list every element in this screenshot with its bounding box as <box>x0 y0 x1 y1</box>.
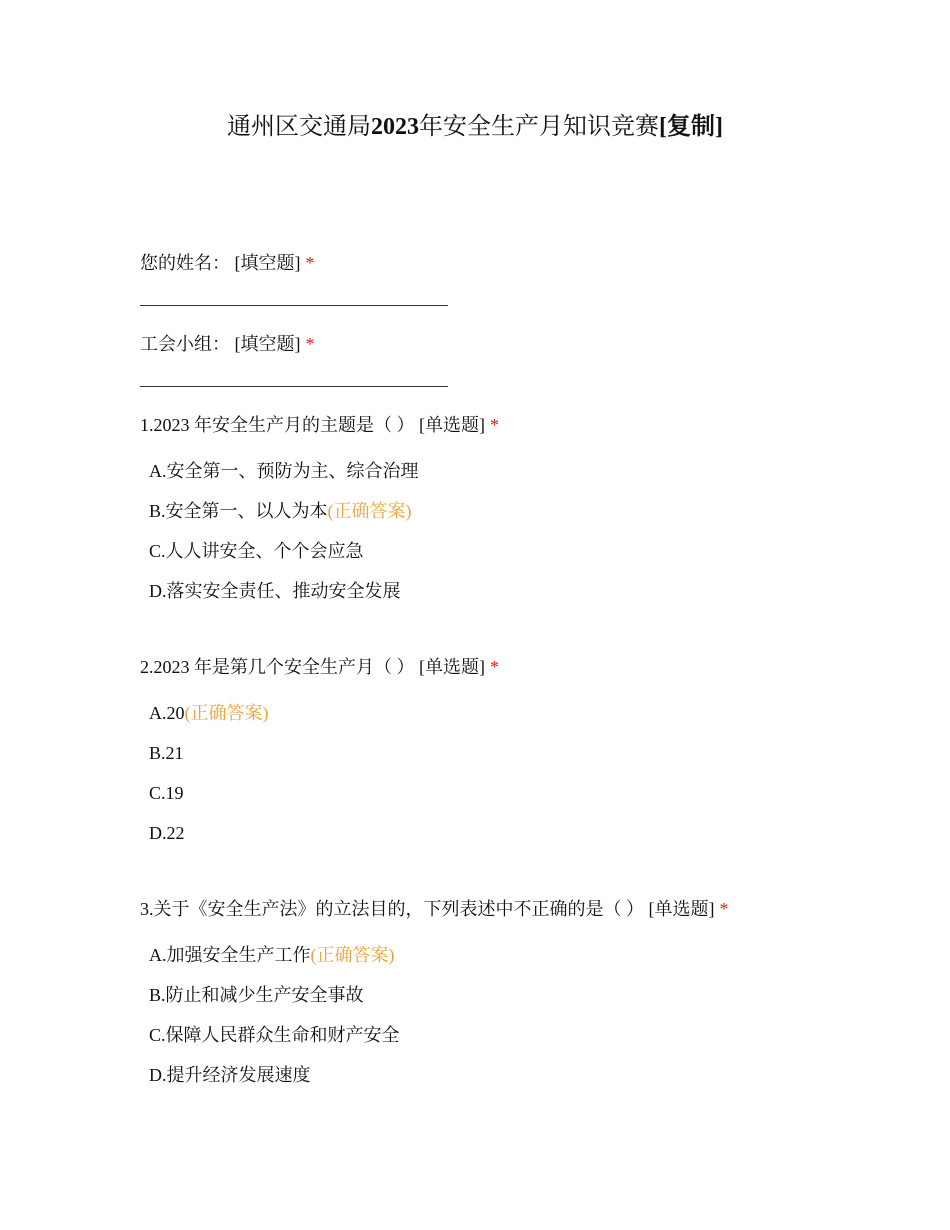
name-input-line[interactable] <box>140 305 448 306</box>
name-field-label <box>140 250 315 276</box>
question-type-tag: [填空题] <box>234 253 301 273</box>
option-text: B.21 <box>149 743 184 763</box>
question-type-tag: [单选题] <box>419 415 485 435</box>
option-text: D.22 <box>149 823 185 843</box>
field-label-text: 您的姓名： <box>140 253 230 273</box>
question-1-option-b[interactable] <box>149 498 412 524</box>
question-1-option-d[interactable] <box>149 578 401 604</box>
question-2-title <box>140 654 499 680</box>
question-text: 1.2023 年安全生产月的主题是（ ） <box>140 415 415 435</box>
option-text: B.安全第一、以人为本 <box>149 501 328 521</box>
union-group-input-line[interactable] <box>140 386 448 387</box>
question-2-option-d[interactable] <box>149 820 185 846</box>
question-text: 2.2023 年是第几个安全生产月（ ） <box>140 657 415 677</box>
required-asterisk: * <box>490 657 499 677</box>
question-2-option-a[interactable] <box>149 700 269 726</box>
option-text: A.20 <box>149 703 185 723</box>
question-3-option-d[interactable] <box>149 1062 311 1088</box>
question-2-option-c[interactable] <box>149 780 184 806</box>
required-asterisk: * <box>490 415 499 435</box>
option-text: B.防止和减少生产安全事故 <box>149 985 364 1005</box>
page-title <box>0 110 950 144</box>
title-prefix: 通州区交通局 <box>227 114 371 140</box>
required-asterisk: * <box>719 899 729 919</box>
title-suffix: [复制] <box>659 114 723 140</box>
option-text: C.19 <box>149 783 184 803</box>
question-text: 3.关于《安全生产法》的立法目的，下列表述中不正确的是（ ） <box>140 899 644 919</box>
question-1-title <box>140 412 499 438</box>
option-text: A.安全第一、预防为主、综合治理 <box>149 461 419 481</box>
question-1-option-c[interactable] <box>149 538 364 564</box>
question-type-tag: [填空题] <box>234 334 301 354</box>
option-text: D.落实安全责任、推动安全发展 <box>149 581 401 601</box>
question-3-option-a[interactable] <box>149 942 395 968</box>
option-text: A.加强安全生产工作 <box>149 945 311 965</box>
question-1-option-a[interactable] <box>149 458 419 484</box>
option-text: C.人人讲安全、个个会应急 <box>149 541 364 561</box>
correct-answer-tag: (正确答案) <box>327 501 412 521</box>
union-group-field-label <box>140 331 315 357</box>
required-asterisk: * <box>305 334 315 354</box>
question-2-option-b[interactable] <box>149 740 184 766</box>
correct-answer-tag: (正确答案) <box>184 703 269 723</box>
title-year: 2023 <box>371 114 419 140</box>
option-text: C.保障人民群众生命和财产安全 <box>149 1025 400 1045</box>
question-3-option-b[interactable] <box>149 982 364 1008</box>
question-3-title <box>140 896 729 922</box>
required-asterisk: * <box>305 253 315 273</box>
question-type-tag: [单选题] <box>419 657 485 677</box>
correct-answer-tag: (正确答案) <box>310 945 395 965</box>
question-type-tag: [单选题] <box>648 899 715 919</box>
field-label-text: 工会小组： <box>140 334 230 354</box>
question-3-option-c[interactable] <box>149 1022 400 1048</box>
option-text: D.提升经济发展速度 <box>149 1065 311 1085</box>
title-main: 年安全生产月知识竞赛 <box>419 114 659 140</box>
